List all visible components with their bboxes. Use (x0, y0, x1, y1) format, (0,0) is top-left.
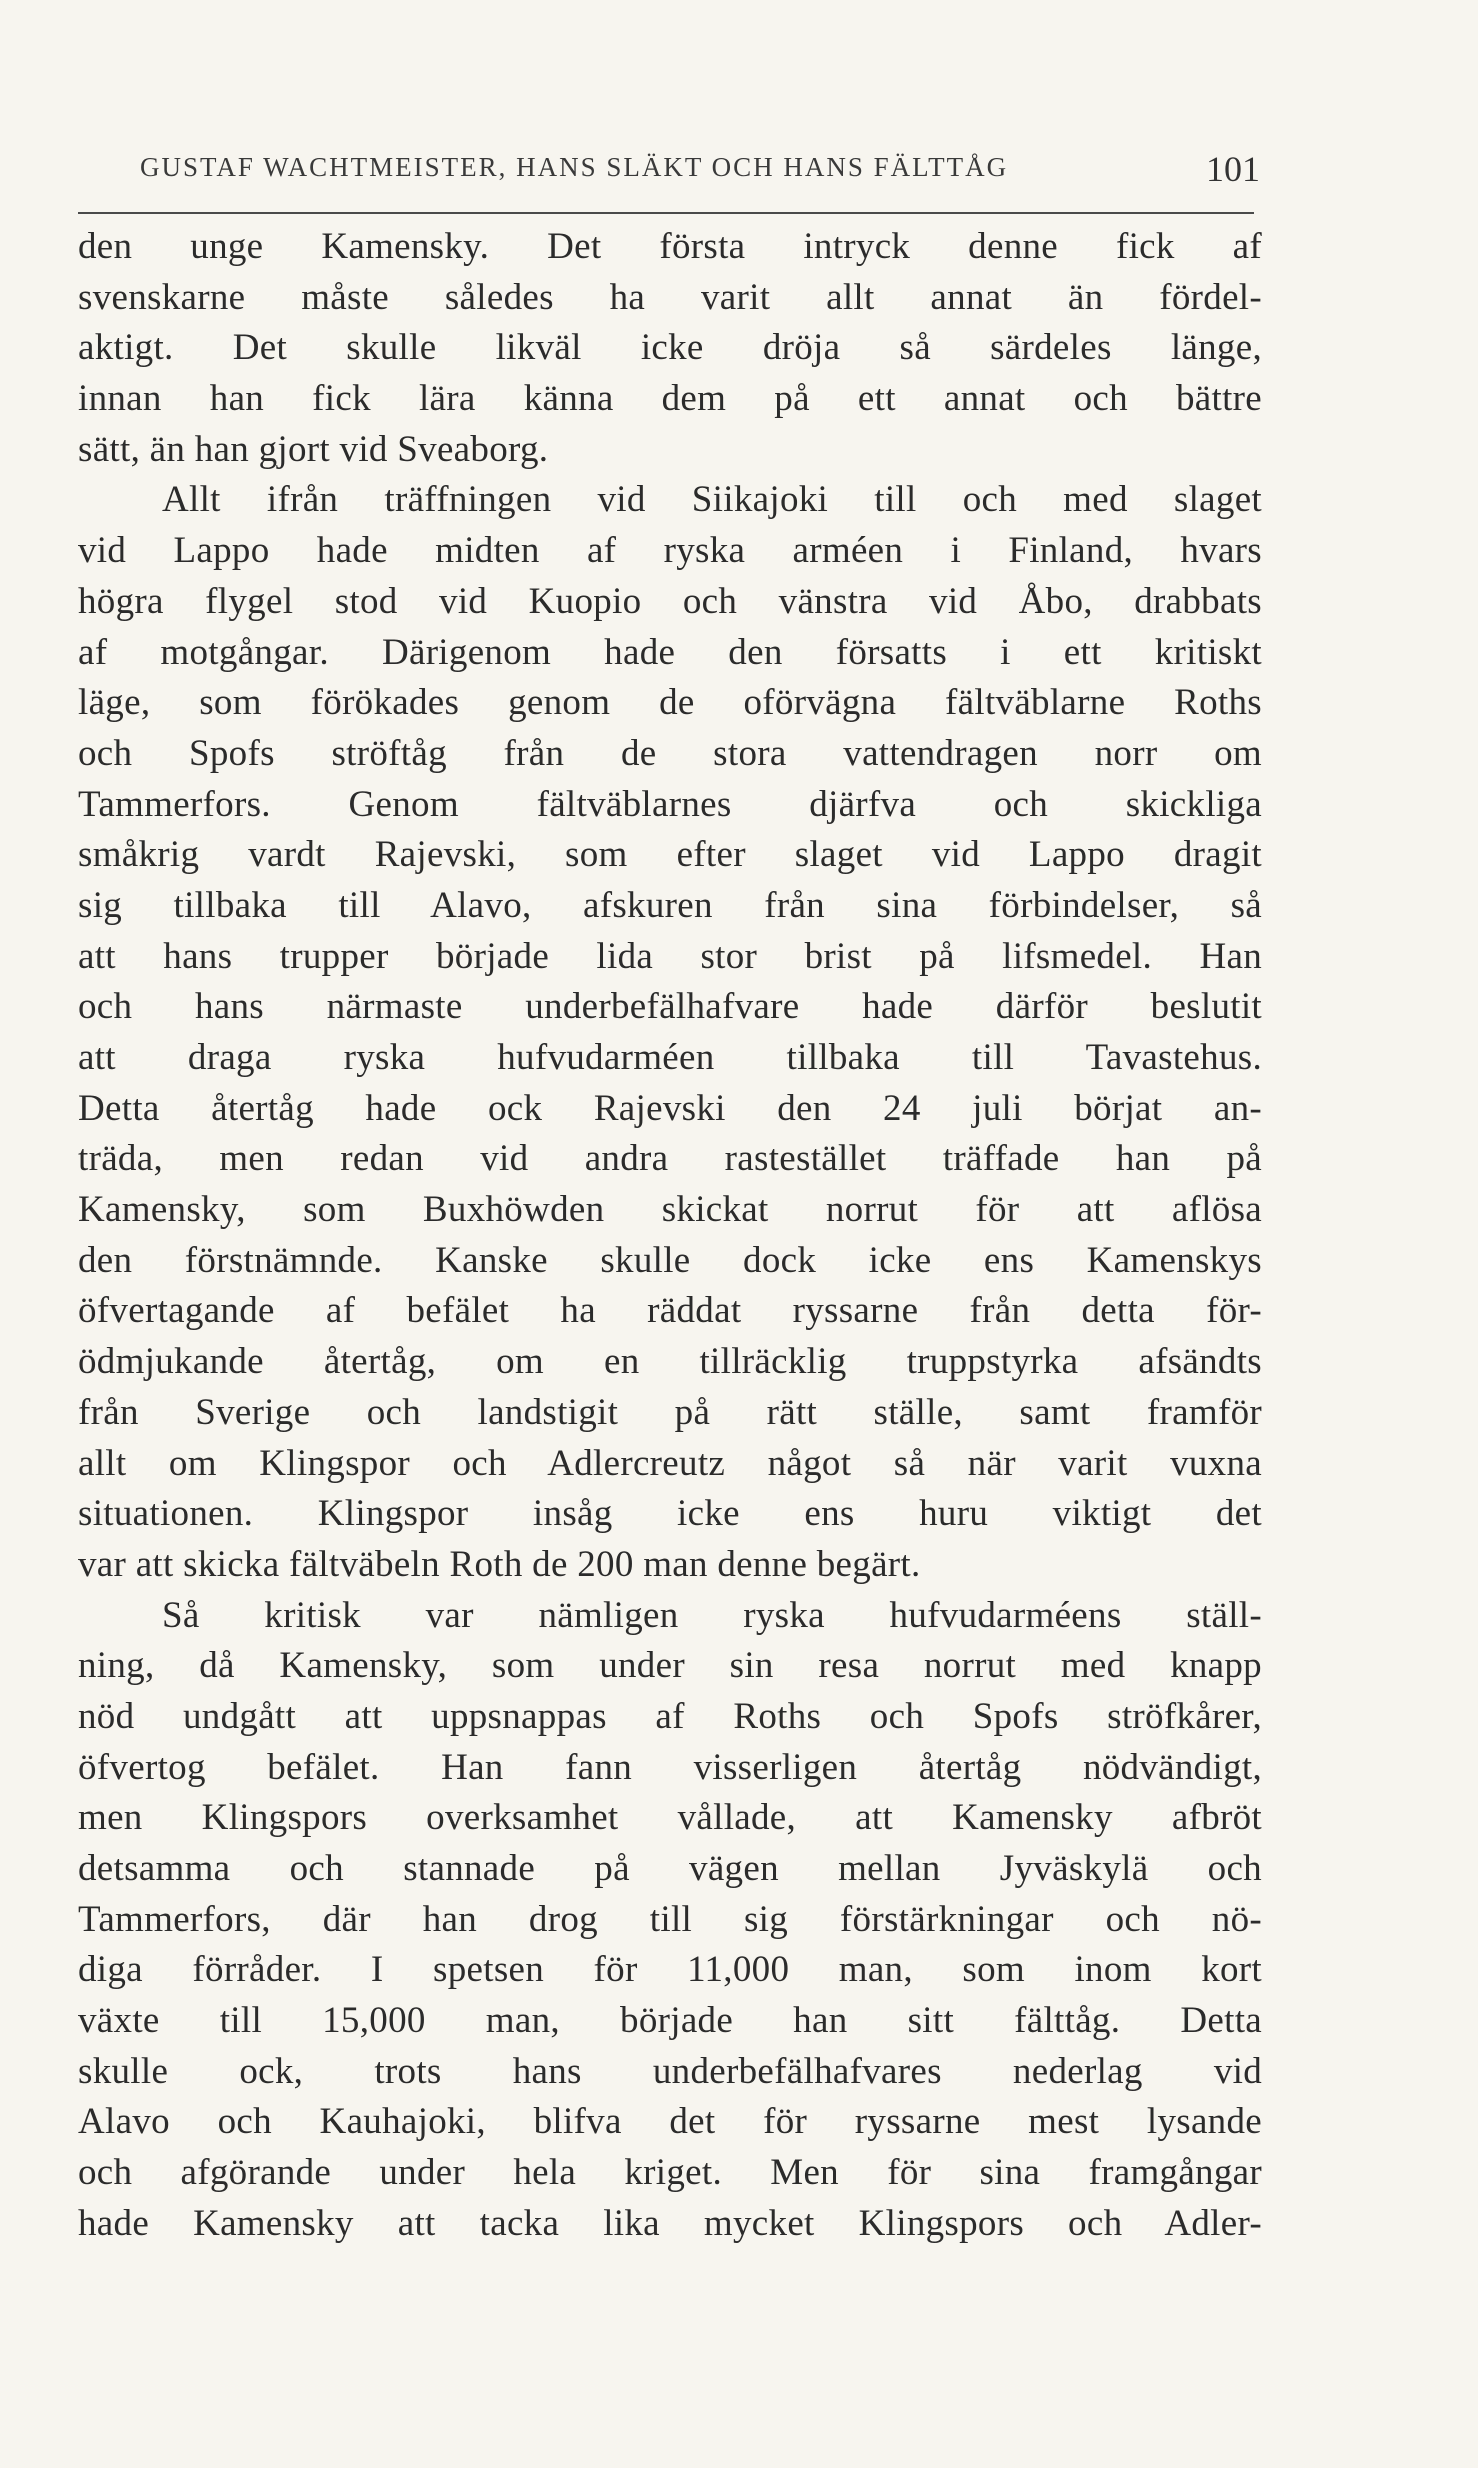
text-line: allt om Klingspor och Adlercreutz något så när varit vuxna (78, 1442, 1262, 1484)
text-line: aktigt. Det skulle likväl icke dröja så särdeles länge, (78, 327, 1262, 369)
text-line: ödmjukande återtåg, om en tillräcklig truppstyrka afsändts (78, 1341, 1262, 1383)
text-line: och Spofs ströftåg från de stora vattendragen norr om (78, 732, 1262, 774)
text-line: men Klingspors overksamhet vållade, att Kamensky afbröt (78, 1797, 1262, 1839)
text-line: nöd undgått att uppsnappas af Roths och Spofs ströfkårer, (78, 1695, 1262, 1737)
text-line: skulle ock, trots hans underbefälhafvares nederlag vid (78, 2050, 1262, 2092)
page-number: 101 (1206, 149, 1260, 189)
text-line: växte till 15,000 man, började han sitt fälttåg. Detta (78, 2000, 1262, 2042)
text-line: läge, som förökades genom de oförvägna fältväblarne Roths (78, 682, 1262, 724)
text-line: att draga ryska hufvudarméen tillbaka till Tavastehus. (78, 1037, 1262, 1078)
text-line: ning, då Kamensky, som under sin resa norrut med knapp (78, 1645, 1262, 1687)
text-line: träda, men redan vid andra rastestället träffade han på (78, 1138, 1262, 1180)
text-line: att hans trupper började lida stor brist på lifsmedel. Han (78, 935, 1262, 977)
text-line: småkrig vardt Rajevski, som efter slaget vid Lappo dragit (78, 834, 1262, 876)
text-line: från Sverige och landstigit på rätt ställe, samt framför (78, 1391, 1262, 1433)
header-rule (78, 212, 1254, 214)
text-line: Tammerfors, där han drog till sig förstärkningar och nö- (78, 1898, 1262, 1940)
text-line: öfvertagande af befälet ha räddat ryssarne från detta för- (78, 1290, 1262, 1332)
text-line: var att skicka fältväbeln Roth de 200 man denne begärt. (78, 1543, 921, 1585)
text-line: högra flygel stod vid Kuopio och vänstra vid Åbo, drabbats (78, 580, 1262, 622)
text-line: vid Lappo hade midten af ryska arméen i Finland, hvars (78, 530, 1262, 572)
text-line: den förstnämnde. Kanske skulle dock icke ens Kamenskys (78, 1239, 1262, 1281)
text-line: situationen. Klingspor insåg icke ens huru viktigt det (78, 1493, 1262, 1535)
text-line: sig tillbaka till Alavo, afskuren från sina förbindelser, så (78, 884, 1262, 926)
running-head (140, 148, 1260, 196)
text-line: innan han fick lära känna dem på ett annat och bättre (78, 378, 1262, 420)
text-line: Detta återtåg hade ock Rajevski den 24 juli börjat an- (78, 1087, 1262, 1129)
text-line: Kamensky, som Buxhöwden skickat norrut för att aflösa (78, 1189, 1262, 1231)
text-line: och afgörande under hela kriget. Men för sina framgångar (78, 2152, 1262, 2194)
text-line: sätt, än han gjort vid Sveaborg. (78, 428, 549, 470)
text-line: Allt ifrån träffningen vid Siikajoki till och med slaget (162, 479, 1262, 521)
text-line: detsamma och stannade på vägen mellan Jyväskylä och (78, 1848, 1262, 1889)
text-line: öfvertog befälet. Han fann visserligen återtåg nödvändigt, (78, 1746, 1262, 1788)
running-title: GUSTAF WACHTMEISTER, HANS SLÄKT OCH HANS FÄLTTÅG (140, 152, 1009, 182)
text-line: Tammerfors. Genom fältväblarnes djärfva och skickliga (78, 783, 1262, 825)
text-line: den unge Kamensky. Det första intryck denne fick af (78, 226, 1262, 267)
text-line: Alavo och Kauhajoki, blifva det för ryssarne mest lysande (78, 2101, 1262, 2143)
text-line: och hans närmaste underbefälhafvare hade därför beslutit (78, 986, 1262, 1028)
body-text (78, 222, 1262, 2250)
text-line: svenskarne måste således ha varit allt annat än fördel- (78, 276, 1262, 318)
text-line: af motgångar. Därigenom hade den försatts i ett kritiskt (78, 631, 1262, 673)
text-line: Så kritisk var nämligen ryska hufvudarméens ställ- (162, 1594, 1262, 1636)
text-line: hade Kamensky att tacka lika mycket Klingspors och Adler- (78, 2202, 1262, 2244)
text-line: diga förråder. I spetsen för 11,000 man, som inom kort (78, 1949, 1262, 1991)
